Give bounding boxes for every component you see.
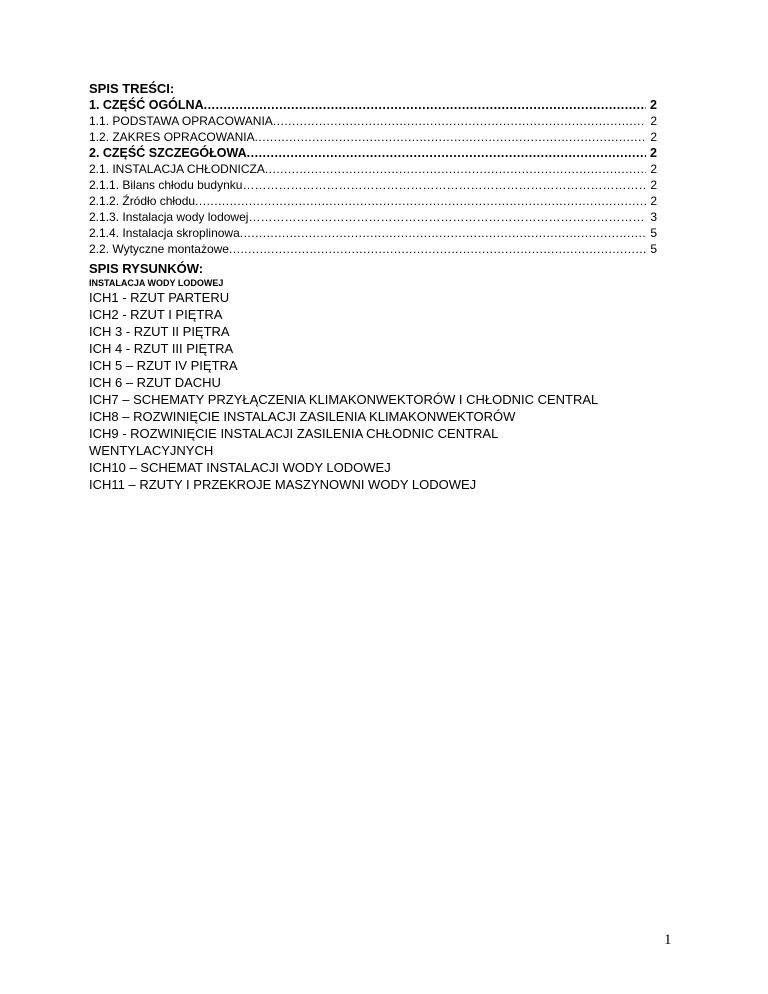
toc-heading: SPIS TREŚCI: xyxy=(89,81,175,96)
toc-entry-title: 2.1. INSTALACJA CHŁODNICZA xyxy=(89,162,265,176)
toc-entry-page: 2 xyxy=(650,114,657,128)
toc-entry xyxy=(89,177,657,193)
drawing-item: ICH 4 - RZUT III PIĘTRA xyxy=(89,341,234,356)
toc-entry-title: 2.1.1. Bilans chłodu budynku xyxy=(89,178,243,192)
toc-leader xyxy=(242,177,646,193)
list-of-drawings xyxy=(89,261,669,493)
toc-entry-page: 2 xyxy=(650,162,657,176)
drawing-item: ICH10 – SCHEMAT INSTALACJI WODY LODOWEJ xyxy=(89,460,391,475)
toc-leader xyxy=(204,97,646,113)
toc-entry-title: 2.1.3. Instalacja wody lodowej xyxy=(89,210,249,224)
toc-leader xyxy=(248,209,646,225)
toc-leader xyxy=(195,193,646,209)
toc-entry xyxy=(89,161,657,177)
toc-leader xyxy=(255,129,647,145)
toc-entry xyxy=(89,193,657,209)
toc-entry-page: 2 xyxy=(650,98,657,112)
toc-entry-title: 1.1. PODSTAWA OPRACOWANIA xyxy=(89,114,273,128)
drawings-subheading: INSTALACJA WODY LODOWEJ xyxy=(89,278,224,288)
toc-entry xyxy=(89,97,657,113)
drawing-item: ICH 5 – RZUT IV PIĘTRA xyxy=(89,358,238,373)
toc-entry-title: 2. CZĘŚĆ SZCZEGÓŁOWA xyxy=(89,146,247,160)
toc-leader xyxy=(247,145,646,161)
toc-entry-title: 2.1.4. Instalacja skroplinowa xyxy=(89,226,240,240)
drawing-item: ICH 3 - RZUT II PIĘTRA xyxy=(89,324,230,339)
toc-entry-title: 2.1.2. Źródło chłodu xyxy=(89,194,196,208)
drawing-item: ICH8 – ROZWINIĘCIE INSTALACJI ZASILENIA KLIMAKONWEKTORÓW xyxy=(89,409,516,424)
toc-entry xyxy=(89,225,657,241)
drawing-item: ICH11 – RZUTY I PRZEKROJE MASZYNOWNI WODY LODOWEJ xyxy=(89,477,477,492)
toc-entry-title: 2.2. Wytyczne montażowe xyxy=(89,242,229,256)
drawing-item: ICH 6 – RZUT DACHU xyxy=(89,375,221,390)
toc-entry-page: 5 xyxy=(650,242,657,256)
drawings-heading: SPIS RYSUNKÓW: xyxy=(89,261,204,276)
toc-entry xyxy=(89,129,657,145)
toc-entry-title: 1. CZĘŚĆ OGÓLNA xyxy=(89,98,204,112)
toc-leader xyxy=(273,113,647,129)
toc-leader xyxy=(265,161,646,177)
page-number: 1 xyxy=(664,932,672,948)
toc-entry-page: 3 xyxy=(650,210,657,224)
drawing-item: WENTYLACYJNYCH xyxy=(89,443,214,458)
toc-entry xyxy=(89,209,657,225)
toc-entry-page: 2 xyxy=(650,146,657,160)
toc-entry xyxy=(89,113,657,129)
toc-entry-page: 2 xyxy=(650,194,657,208)
toc-entry-page: 2 xyxy=(650,178,657,192)
drawing-item: ICH9 - ROZWINIĘCIE INSTALACJI ZASILENIA CHŁODNIC CENTRAL xyxy=(89,426,499,441)
toc-entry xyxy=(89,145,657,161)
toc-leader xyxy=(229,241,646,257)
toc-leader xyxy=(240,225,647,241)
toc-entry-title: 1.2. ZAKRES OPRACOWANIA xyxy=(89,130,255,144)
drawing-item: ICH1 - RZUT PARTERU xyxy=(89,290,230,305)
table-of-contents xyxy=(89,81,657,257)
toc-entry-page: 2 xyxy=(650,130,657,144)
drawing-item: ICH7 – SCHEMATY PRZYŁĄCZENIA KLIMAKONWEKTORÓW I CHŁODNIC CENTRAL xyxy=(89,392,599,407)
toc-entry-page: 5 xyxy=(650,226,657,240)
drawing-item: ICH2 - RZUT I PIĘTRA xyxy=(89,307,223,322)
toc-entry xyxy=(89,241,657,257)
